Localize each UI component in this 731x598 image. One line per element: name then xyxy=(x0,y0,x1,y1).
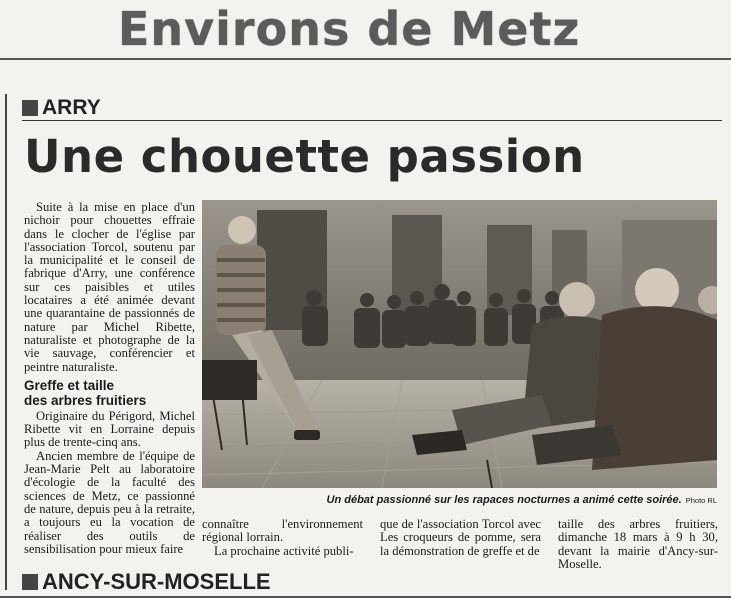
column-3-text: que de l'association Torcol avec Les croqueurs de pomme, sera la démonstration de greffe et de xyxy=(380,517,541,558)
subheading-line-1: Greffe et taille xyxy=(24,377,115,393)
section-label xyxy=(22,96,722,121)
article-column-1 xyxy=(24,201,195,556)
masthead xyxy=(0,0,731,60)
article-column-2 xyxy=(202,518,363,558)
article-paragraph-1: Suite à la mise en place d'un nichoir pour chouettes effraie dans le clocher de l'église par l'association Torcol, soutenu par la municipalité et le conseil de fabrique d'Arry, une conférence sur ces paisibles et utiles locataires a été animée devant une quarantaine de passionnés de nature par Michel Ribette, naturaliste et photographe de la vie sauvage, conférencier et peintre naturaliste. xyxy=(24,200,195,374)
article-column-4 xyxy=(558,518,718,571)
next-section-label-text: ANCY-SUR-MOSELLE xyxy=(42,569,271,594)
column-4-text: taille des arbres fruitiers, dimanche 18 mars à 9 h 30, devant la mairie d'Ancy-sur-Moselle. xyxy=(558,517,718,571)
section-square-icon xyxy=(22,100,38,116)
article-photo xyxy=(202,200,717,488)
masthead-title: Environs de Metz xyxy=(118,2,581,56)
next-section-square-icon xyxy=(22,574,38,590)
subheading xyxy=(24,378,195,408)
photo-illustration xyxy=(202,200,717,488)
subheading-line-2: des arbres fruitiers xyxy=(24,392,147,408)
column-2-text-b: La prochaine activité publi- xyxy=(214,543,354,558)
section-label-text: ARRY xyxy=(42,96,101,119)
photo-credit: Photo RL xyxy=(685,496,717,505)
photo-caption xyxy=(206,492,717,508)
article-paragraph-2: Originaire du Périgord, Michel Ribette vit en Lorraine depuis plus de trente-cinq ans. xyxy=(24,408,195,450)
next-section-label xyxy=(22,568,722,594)
side-rule xyxy=(5,94,7,590)
column-2-text-a: connaître l'environnement régional lorrain. xyxy=(202,517,363,545)
article-column-3 xyxy=(380,518,541,558)
photo-caption-text: Un débat passionné sur les rapaces nocturnes a animé cette soirée. xyxy=(326,494,682,506)
headline: Une chouette passion xyxy=(24,130,585,183)
article-paragraph-3: Ancien membre de l'équipe de Jean-Marie Pelt au laboratoire d'écologie de la faculté des sciences de Metz, ce passionné de nature, depuis peu à la retraite, a toujours eu la vocation de réaliser des outils de sensibilisation pour mieux faire xyxy=(24,448,195,556)
